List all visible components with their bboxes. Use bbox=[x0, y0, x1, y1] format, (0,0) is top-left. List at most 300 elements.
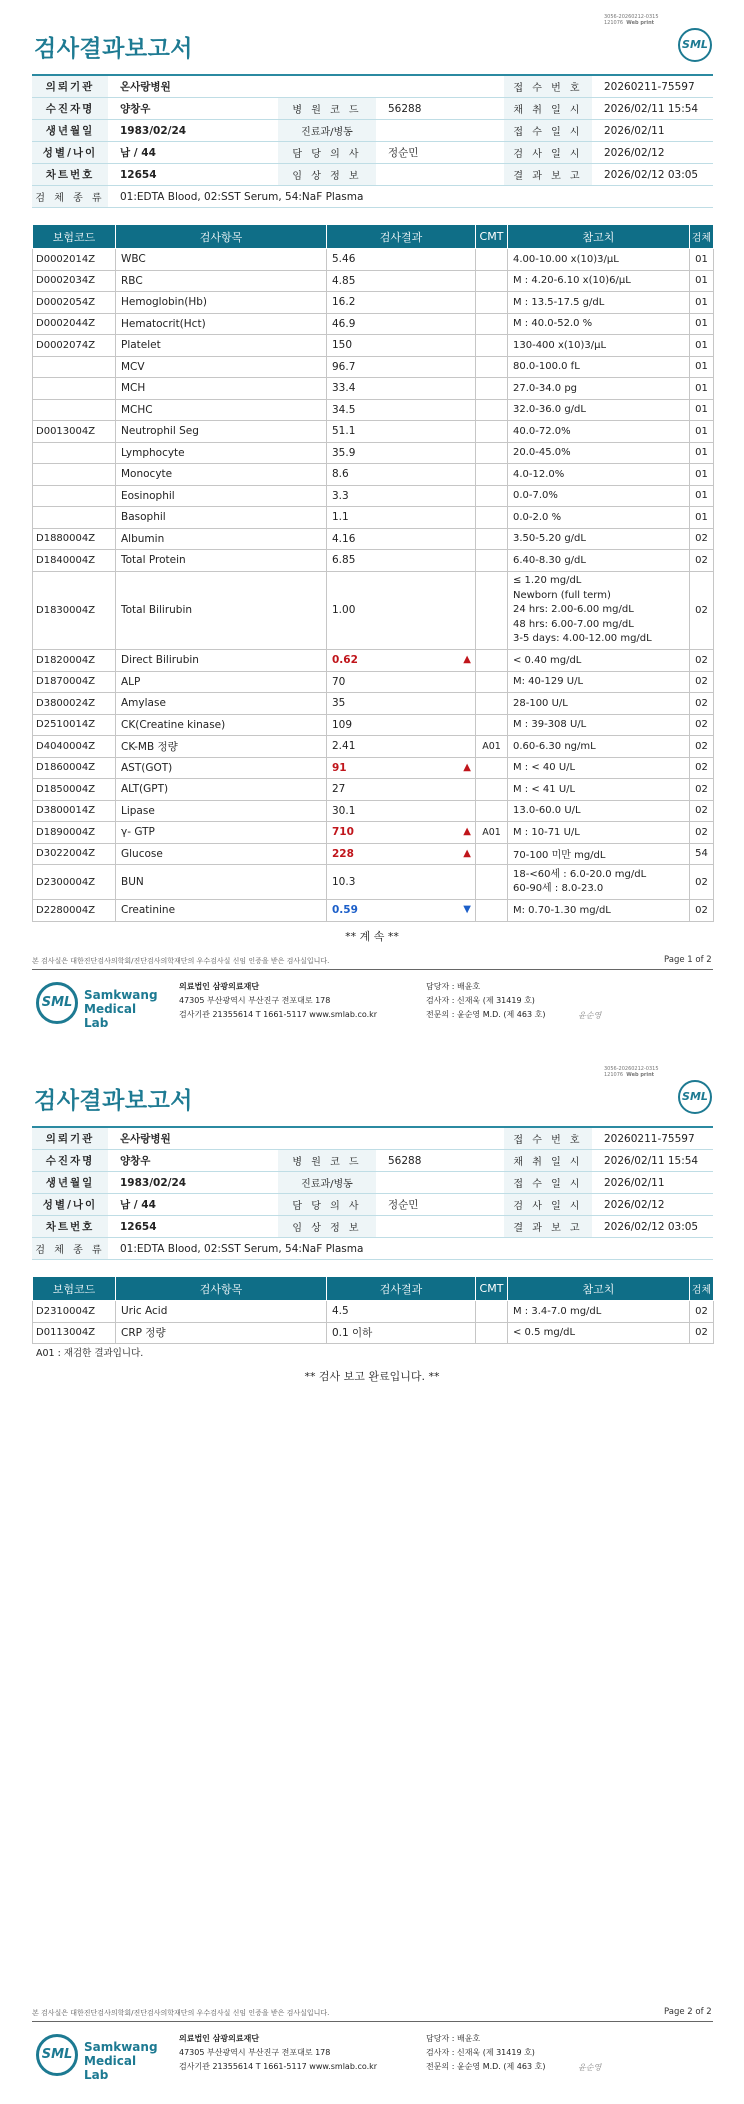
result-value: 3.3 bbox=[332, 489, 349, 502]
cell-item: Direct Bilirubin bbox=[116, 650, 327, 672]
label-department: 진료과/병동 bbox=[278, 120, 376, 142]
header-cmt: CMT bbox=[476, 225, 508, 249]
patient-info-table bbox=[32, 74, 713, 208]
cell-cmt bbox=[476, 714, 508, 736]
report-complete-text: ** 검사 보고 완료입니다. ** bbox=[304, 1370, 440, 1383]
value-birthdate: 1983/02/24 bbox=[108, 120, 278, 142]
footer-divider bbox=[32, 969, 713, 970]
cell-cmt bbox=[476, 378, 508, 400]
value-patient-name: 양창우 bbox=[108, 98, 278, 120]
lab-org-info: 의료법인 삼광의료재단 47305 부산광역시 부산진구 전포대로 178 검사기관 21355614 T 1661-5117 www.smlab.co.kr bbox=[179, 2034, 378, 2071]
label-chart-number: 차트번호 bbox=[32, 164, 108, 186]
label-chart-number: 차트번호 bbox=[32, 1216, 108, 1238]
cell-reference: 70-100 미만 mg/dL bbox=[508, 843, 690, 865]
cell-cmt bbox=[476, 571, 508, 650]
high-flag-icon: ▲ bbox=[463, 761, 471, 773]
cell-result bbox=[327, 822, 476, 844]
cell-code bbox=[33, 464, 116, 486]
result-row bbox=[33, 1322, 714, 1344]
cell-result bbox=[327, 442, 476, 464]
result-value: 10.3 bbox=[332, 876, 356, 888]
cell-code: D0002054Z bbox=[33, 292, 116, 314]
result-row bbox=[33, 550, 714, 572]
label-receipt-number: 접 수 번 호 bbox=[504, 1127, 592, 1150]
cell-reference: M: 0.70-1.30 mg/dL bbox=[508, 900, 690, 922]
label-clinical-info: 임 상 정 보 bbox=[278, 164, 376, 186]
cell-cmt bbox=[476, 507, 508, 529]
value-referring-institution: 온사랑병원 bbox=[108, 1127, 504, 1150]
cell-specimen: 02 bbox=[690, 571, 714, 650]
cell-code: D3800024Z bbox=[33, 693, 116, 715]
label-receipt-number: 접 수 번 호 bbox=[504, 75, 592, 98]
label-report-datetime: 결 과 보 고 bbox=[504, 1216, 592, 1238]
cell-code: D0113004Z bbox=[33, 1322, 116, 1344]
result-row bbox=[33, 1301, 714, 1323]
header-code: 보험코드 bbox=[33, 225, 116, 249]
cell-specimen: 02 bbox=[690, 736, 714, 758]
cell-specimen: 02 bbox=[690, 757, 714, 779]
cell-result bbox=[327, 270, 476, 292]
label-report-datetime: 결 과 보 고 bbox=[504, 164, 592, 186]
results-table-page1 bbox=[32, 224, 714, 922]
cell-result bbox=[327, 571, 476, 650]
cell-cmt bbox=[476, 1322, 508, 1344]
result-value: 27 bbox=[332, 783, 346, 796]
cell-result bbox=[327, 693, 476, 715]
cell-result bbox=[327, 249, 476, 271]
result-value: 0.59 bbox=[332, 904, 358, 917]
result-value: 4.5 bbox=[332, 1305, 349, 1318]
cell-specimen: 02 bbox=[690, 822, 714, 844]
value-test-date: 2026/02/12 bbox=[592, 142, 713, 164]
cell-code: D1860004Z bbox=[33, 757, 116, 779]
label-physician: 담 당 의 사 bbox=[278, 1194, 376, 1216]
cell-specimen: 01 bbox=[690, 485, 714, 507]
cell-code bbox=[33, 442, 116, 464]
sml-logo-icon: SML bbox=[36, 2034, 78, 2076]
cell-item: Creatinine bbox=[116, 900, 327, 922]
cell-result bbox=[327, 313, 476, 335]
cell-reference: M : 13.5-17.5 g/dL bbox=[508, 292, 690, 314]
cell-result bbox=[327, 485, 476, 507]
result-row bbox=[33, 292, 714, 314]
cell-item: Neutrophil Seg bbox=[116, 421, 327, 443]
cell-item: Glucose bbox=[116, 843, 327, 865]
cell-cmt bbox=[476, 900, 508, 922]
cell-item: Lipase bbox=[116, 800, 327, 822]
result-value: 2.41 bbox=[332, 740, 356, 753]
cell-item: Platelet bbox=[116, 335, 327, 357]
cell-cmt bbox=[476, 800, 508, 822]
cell-code: D1880004Z bbox=[33, 528, 116, 550]
high-flag-icon: ▲ bbox=[463, 654, 471, 666]
result-value: 1.1 bbox=[332, 511, 349, 524]
label-clinical-info: 임 상 정 보 bbox=[278, 1216, 376, 1238]
cell-result bbox=[327, 865, 476, 900]
cell-reference: 80.0-100.0 fL bbox=[508, 356, 690, 378]
result-value: 0.62 bbox=[332, 654, 358, 667]
cell-result bbox=[327, 671, 476, 693]
label-test-date: 검 사 일 시 bbox=[504, 1194, 592, 1216]
cell-specimen: 02 bbox=[690, 865, 714, 900]
result-row bbox=[33, 485, 714, 507]
cell-item: Total Protein bbox=[116, 550, 327, 572]
value-receipt-number: 20260211-75597 bbox=[592, 75, 713, 98]
cell-cmt bbox=[476, 757, 508, 779]
sml-logo-icon: SML bbox=[678, 1080, 712, 1114]
label-receipt-date: 접 수 일 시 bbox=[504, 1172, 592, 1194]
cell-cmt bbox=[476, 865, 508, 900]
cell-reference: 3.50-5.20 g/dL bbox=[508, 528, 690, 550]
result-value: 35.9 bbox=[332, 446, 356, 459]
label-birthdate: 생년월일 bbox=[32, 120, 108, 142]
cell-code: D0002044Z bbox=[33, 313, 116, 335]
cell-specimen: 02 bbox=[690, 650, 714, 672]
value-chart-number: 12654 bbox=[108, 164, 278, 186]
value-hospital-code: 56288 bbox=[376, 98, 504, 120]
cell-cmt bbox=[476, 485, 508, 507]
cell-result bbox=[327, 507, 476, 529]
cell-specimen: 02 bbox=[690, 1301, 714, 1323]
result-value: 150 bbox=[332, 339, 353, 352]
result-value: 0.1 이하 bbox=[332, 1327, 373, 1340]
cell-code: D0002014Z bbox=[33, 249, 116, 271]
value-receipt-date: 2026/02/11 bbox=[592, 120, 713, 142]
result-row bbox=[33, 378, 714, 400]
cell-result bbox=[327, 757, 476, 779]
cell-specimen: 01 bbox=[690, 356, 714, 378]
cell-code: D1830004Z bbox=[33, 571, 116, 650]
cell-item: BUN bbox=[116, 865, 327, 900]
cell-reference: < 0.5 mg/dL bbox=[508, 1322, 690, 1344]
header-specimen: 검체 bbox=[690, 1277, 714, 1301]
cell-reference: M : 3.4-7.0 mg/dL bbox=[508, 1301, 690, 1323]
cell-item: Basophil bbox=[116, 507, 327, 529]
label-referring-institution: 의뢰기관 bbox=[32, 1127, 108, 1150]
label-patient-name: 수진자명 bbox=[32, 1150, 108, 1172]
cell-result bbox=[327, 292, 476, 314]
value-clinical-info bbox=[376, 1216, 504, 1238]
lab-name: Samkwang Medical Lab bbox=[84, 988, 158, 1030]
cell-code: D1890004Z bbox=[33, 822, 116, 844]
cell-reference: 13.0-60.0 U/L bbox=[508, 800, 690, 822]
cell-specimen: 02 bbox=[690, 550, 714, 572]
cell-code bbox=[33, 507, 116, 529]
cell-item: ALT(GPT) bbox=[116, 779, 327, 801]
cell-code: D1850004Z bbox=[33, 779, 116, 801]
cell-item: MCHC bbox=[116, 399, 327, 421]
result-row bbox=[33, 313, 714, 335]
cell-specimen: 02 bbox=[690, 714, 714, 736]
cell-reference: 0.60-6.30 ng/mL bbox=[508, 736, 690, 758]
value-hospital-code: 56288 bbox=[376, 1150, 504, 1172]
continued-text: ** 계 속 ** bbox=[345, 930, 399, 943]
cell-specimen: 02 bbox=[690, 779, 714, 801]
cell-specimen: 02 bbox=[690, 1322, 714, 1344]
cell-reference: 6.40-8.30 g/dL bbox=[508, 550, 690, 572]
cell-cmt bbox=[476, 528, 508, 550]
label-hospital-code: 병 원 코 드 bbox=[278, 1150, 376, 1172]
result-row bbox=[33, 693, 714, 715]
cell-cmt bbox=[476, 1301, 508, 1323]
value-department bbox=[376, 1172, 504, 1194]
result-row bbox=[33, 421, 714, 443]
result-value: 4.85 bbox=[332, 274, 356, 287]
result-value: 46.9 bbox=[332, 317, 356, 330]
cell-reference: M : 40.0-52.0 % bbox=[508, 313, 690, 335]
cell-cmt bbox=[476, 356, 508, 378]
cell-reference: M: 40-129 U/L bbox=[508, 671, 690, 693]
result-row bbox=[33, 800, 714, 822]
value-receipt-date: 2026/02/11 bbox=[592, 1172, 713, 1194]
result-value: 710 bbox=[332, 826, 354, 839]
cell-cmt bbox=[476, 779, 508, 801]
result-row bbox=[33, 671, 714, 693]
result-row bbox=[33, 865, 714, 900]
value-collection-datetime: 2026/02/11 15:54 bbox=[592, 98, 713, 120]
cell-specimen: 01 bbox=[690, 249, 714, 271]
cell-result bbox=[327, 335, 476, 357]
label-collection-datetime: 채 취 일 시 bbox=[504, 98, 592, 120]
cell-cmt bbox=[476, 335, 508, 357]
page-number: Page 1 of 2 bbox=[664, 955, 712, 965]
high-flag-icon: ▲ bbox=[463, 847, 471, 859]
cell-specimen: 01 bbox=[690, 378, 714, 400]
value-specimen-type: 01:EDTA Blood, 02:SST Serum, 54:NaF Plasma bbox=[108, 186, 713, 208]
cell-result bbox=[327, 528, 476, 550]
result-row bbox=[33, 356, 714, 378]
value-report-datetime: 2026/02/12 03:05 bbox=[592, 1216, 713, 1238]
cell-code: D4040004Z bbox=[33, 736, 116, 758]
cell-specimen: 01 bbox=[690, 270, 714, 292]
cell-item: γ- GTP bbox=[116, 822, 327, 844]
result-row bbox=[33, 900, 714, 922]
cell-reference: 27.0-34.0 pg bbox=[508, 378, 690, 400]
header-result: 검사결과 bbox=[327, 1277, 476, 1301]
result-value: 33.4 bbox=[332, 382, 356, 395]
cell-specimen: 01 bbox=[690, 292, 714, 314]
low-flag-icon: ▼ bbox=[463, 904, 471, 916]
cell-code bbox=[33, 485, 116, 507]
value-receipt-number: 20260211-75597 bbox=[592, 1127, 713, 1150]
result-row bbox=[33, 528, 714, 550]
label-specimen-type: 검 체 종 류 bbox=[32, 186, 108, 208]
value-birthdate: 1983/02/24 bbox=[108, 1172, 278, 1194]
comment-note: A01 : 재검한 결과입니다. bbox=[36, 1348, 144, 1359]
cell-cmt bbox=[476, 650, 508, 672]
cell-reference: 130-400 x(10)3/μL bbox=[508, 335, 690, 357]
value-referring-institution: 온사랑병원 bbox=[108, 75, 504, 98]
cell-code: D2310004Z bbox=[33, 1301, 116, 1323]
result-value: 96.7 bbox=[332, 360, 356, 373]
label-sex-age: 성별/나이 bbox=[32, 142, 108, 164]
value-department bbox=[376, 120, 504, 142]
cell-reference: 18-<60세 : 6.0-20.0 mg/dL 60-90세 : 8.0-23.0 bbox=[508, 865, 690, 900]
cell-item: Lymphocyte bbox=[116, 442, 327, 464]
cell-result bbox=[327, 1322, 476, 1344]
certification-text: 본 검사실은 대한진단검사의학회/진단검사의학재단의 우수검사실 신임 인증을 받은 검사실입니다. bbox=[32, 2009, 330, 2017]
cell-specimen: 01 bbox=[690, 507, 714, 529]
cell-result bbox=[327, 399, 476, 421]
result-row bbox=[33, 843, 714, 865]
cell-item: Hemoglobin(Hb) bbox=[116, 292, 327, 314]
cell-code bbox=[33, 399, 116, 421]
sml-logo-icon: SML bbox=[678, 28, 712, 62]
label-specimen-type: 검 체 종 류 bbox=[32, 1238, 108, 1260]
cell-reference: M : < 41 U/L bbox=[508, 779, 690, 801]
cell-code bbox=[33, 378, 116, 400]
label-receipt-date: 접 수 일 시 bbox=[504, 120, 592, 142]
cell-result bbox=[327, 650, 476, 672]
cell-specimen: 02 bbox=[690, 800, 714, 822]
value-sex-age: 남 / 44 bbox=[108, 1194, 278, 1216]
cell-reference: M : 10-71 U/L bbox=[508, 822, 690, 844]
cell-code: D1820004Z bbox=[33, 650, 116, 672]
cell-specimen: 01 bbox=[690, 464, 714, 486]
cell-specimen: 02 bbox=[690, 693, 714, 715]
cell-item: Uric Acid bbox=[116, 1301, 327, 1323]
cell-reference: M : 39-308 U/L bbox=[508, 714, 690, 736]
cell-result bbox=[327, 1301, 476, 1323]
cell-result bbox=[327, 464, 476, 486]
results-header-row bbox=[33, 1277, 714, 1301]
cell-reference: < 0.40 mg/dL bbox=[508, 650, 690, 672]
value-clinical-info bbox=[376, 164, 504, 186]
cell-cmt bbox=[476, 249, 508, 271]
cell-result bbox=[327, 843, 476, 865]
value-physician: 정순민 bbox=[376, 1194, 504, 1216]
cell-cmt bbox=[476, 313, 508, 335]
cell-specimen: 01 bbox=[690, 335, 714, 357]
cell-code: D2300004Z bbox=[33, 865, 116, 900]
result-row bbox=[33, 757, 714, 779]
cell-cmt bbox=[476, 270, 508, 292]
cell-code: D1870004Z bbox=[33, 671, 116, 693]
cell-cmt bbox=[476, 292, 508, 314]
report-title: 검사결과보고서 bbox=[34, 36, 194, 62]
cell-specimen: 02 bbox=[690, 900, 714, 922]
print-stamp: 3056-20260212-0315 121076 Web print bbox=[604, 1066, 659, 1078]
result-value: 8.6 bbox=[332, 468, 349, 481]
label-referring-institution: 의뢰기관 bbox=[32, 75, 108, 98]
cell-code: D0002074Z bbox=[33, 335, 116, 357]
sml-logo-icon: SML bbox=[36, 982, 78, 1024]
cell-reference: 4.00-10.00 x(10)3/μL bbox=[508, 249, 690, 271]
value-patient-name: 양창우 bbox=[108, 1150, 278, 1172]
result-value: 228 bbox=[332, 847, 354, 860]
footer-divider bbox=[32, 2021, 713, 2022]
signature: 윤순영 bbox=[578, 1011, 602, 1020]
cell-cmt bbox=[476, 421, 508, 443]
page-number: Page 2 of 2 bbox=[664, 2007, 712, 2017]
cell-item: Eosinophil bbox=[116, 485, 327, 507]
result-row bbox=[33, 399, 714, 421]
value-chart-number: 12654 bbox=[108, 1216, 278, 1238]
cell-code: D0002034Z bbox=[33, 270, 116, 292]
cell-specimen: 02 bbox=[690, 671, 714, 693]
cell-reference: 0.0-2.0 % bbox=[508, 507, 690, 529]
cell-specimen: 01 bbox=[690, 399, 714, 421]
result-value: 91 bbox=[332, 761, 347, 774]
value-physician: 정순민 bbox=[376, 142, 504, 164]
result-value: 1.00 bbox=[332, 604, 356, 617]
cell-reference: 32.0-36.0 g/dL bbox=[508, 399, 690, 421]
result-value: 6.85 bbox=[332, 554, 356, 567]
cell-reference: M : 4.20-6.10 x(10)6/μL bbox=[508, 270, 690, 292]
results-table-page2 bbox=[32, 1276, 714, 1344]
header-code: 보험코드 bbox=[33, 1277, 116, 1301]
cell-specimen: 01 bbox=[690, 421, 714, 443]
result-value: 51.1 bbox=[332, 425, 356, 438]
header-reference: 참고치 bbox=[508, 225, 690, 249]
cell-result bbox=[327, 779, 476, 801]
cell-code: D0013004Z bbox=[33, 421, 116, 443]
header-cmt: CMT bbox=[476, 1277, 508, 1301]
cell-reference: M : < 40 U/L bbox=[508, 757, 690, 779]
lab-name: Samkwang Medical Lab bbox=[84, 2040, 158, 2082]
cell-cmt: A01 bbox=[476, 736, 508, 758]
value-report-datetime: 2026/02/12 03:05 bbox=[592, 164, 713, 186]
cell-reference: 0.0-7.0% bbox=[508, 485, 690, 507]
cell-result bbox=[327, 550, 476, 572]
cell-code: D1840004Z bbox=[33, 550, 116, 572]
cell-cmt bbox=[476, 693, 508, 715]
cell-item: CRP 정량 bbox=[116, 1322, 327, 1344]
cell-cmt bbox=[476, 550, 508, 572]
cell-reference: ≤ 1.20 mg/dL Newborn (full term) 24 hrs: 2.00-6.00 mg/dL 48 hrs: 6.00-7.00 mg/dL 3-5 days: 4.00-12.00 mg/dL bbox=[508, 571, 690, 650]
result-row bbox=[33, 270, 714, 292]
cell-item: CK-MB 정량 bbox=[116, 736, 327, 758]
signature: 윤순영 bbox=[578, 2063, 602, 2072]
cell-code: D2510014Z bbox=[33, 714, 116, 736]
result-row bbox=[33, 822, 714, 844]
cell-reference: 4.0-12.0% bbox=[508, 464, 690, 486]
label-department: 진료과/병동 bbox=[278, 1172, 376, 1194]
cell-code: D2280004Z bbox=[33, 900, 116, 922]
result-value: 109 bbox=[332, 718, 353, 731]
result-value: 34.5 bbox=[332, 403, 356, 416]
cell-result bbox=[327, 900, 476, 922]
result-value: 30.1 bbox=[332, 804, 356, 817]
cell-code: D3022004Z bbox=[33, 843, 116, 865]
value-sex-age: 남 / 44 bbox=[108, 142, 278, 164]
result-row bbox=[33, 249, 714, 271]
result-row bbox=[33, 779, 714, 801]
cell-item: ALP bbox=[116, 671, 327, 693]
result-row bbox=[33, 650, 714, 672]
cell-item: Amylase bbox=[116, 693, 327, 715]
label-physician: 담 당 의 사 bbox=[278, 142, 376, 164]
header-specimen: 검체 bbox=[690, 225, 714, 249]
label-hospital-code: 병 원 코 드 bbox=[278, 98, 376, 120]
label-patient-name: 수진자명 bbox=[32, 98, 108, 120]
label-birthdate: 생년월일 bbox=[32, 1172, 108, 1194]
label-test-date: 검 사 일 시 bbox=[504, 142, 592, 164]
lab-staff-info: 담당자 : 배윤호 검사자 : 신재욱 (제 31419 호) 전문의 : 윤순영 M.D. (제 463 호) bbox=[426, 982, 546, 1019]
cell-result bbox=[327, 378, 476, 400]
cell-result bbox=[327, 714, 476, 736]
header-result: 검사결과 bbox=[327, 225, 476, 249]
cell-result bbox=[327, 421, 476, 443]
cell-cmt bbox=[476, 442, 508, 464]
cell-code bbox=[33, 356, 116, 378]
cell-cmt bbox=[476, 671, 508, 693]
header-item: 검사항목 bbox=[116, 1277, 327, 1301]
cell-item: CK(Creatine kinase) bbox=[116, 714, 327, 736]
cell-code: D3800014Z bbox=[33, 800, 116, 822]
value-collection-datetime: 2026/02/11 15:54 bbox=[592, 1150, 713, 1172]
result-value: 4.16 bbox=[332, 532, 356, 545]
